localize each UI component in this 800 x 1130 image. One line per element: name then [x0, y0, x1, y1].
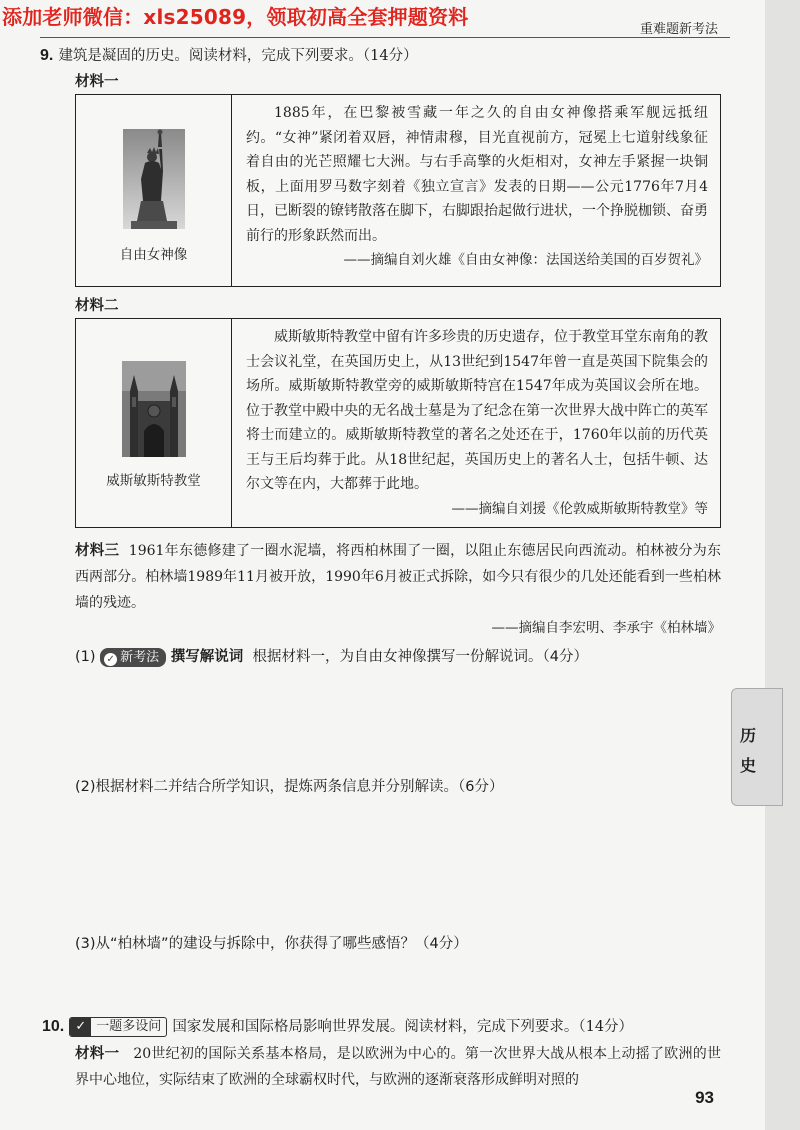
material-1-title: 材料一	[75, 74, 119, 90]
subquestion-1-keyword: 撰写解说词	[170, 649, 244, 665]
header-divider	[40, 37, 730, 38]
material-1-source: ——摘编自刘火雄《自由女神像：法国送给美国的百岁贺礼》	[343, 252, 708, 268]
q10-material-1	[75, 1041, 721, 1093]
subquestion-2: (2)根据材料二并结合所学知识，提炼两条信息并分别解读。（6分）	[75, 779, 504, 795]
material-1-caption: 自由女神像	[119, 247, 188, 263]
check-mark-icon: ✓	[70, 1018, 91, 1036]
material-1-figure	[76, 95, 232, 286]
material-2-figure	[76, 319, 232, 527]
material-1-text: 1885年，在巴黎被雪藏一年之久的自由女神像搭乘军舰远抵纽约。“女神”紧闭着双唇，神情肃穆，目光直视前方，冠冕上七道射线象征着自由的光芒照耀七大洲。与右手高擎的火炬相对，女神左手紧握一块铜板，上面用罗马数字刻着《独立宣言》发表的日期——公元1776年7月4日，已断裂的镣铐散落在脚下，右脚跟抬起做行进状，一个挣脱枷锁、奋勇前行的形象跃然而出。	[246, 105, 708, 244]
material-2-box	[75, 318, 721, 528]
material-2-text: 威斯敏斯特教堂中留有许多珍贵的历史遗存，位于教堂耳堂东南角的教士会议礼堂，在英国历史上，从13世纪到1547年曾一直是英国下院集会的场所。威斯敏斯特教堂旁的威斯敏斯特宫在1547年成为英国议会所在地。位于教堂中殿中央的无名战士墓是为了纪念在第一次世界大战中阵亡的英军将士而建立的。威斯敏斯特教堂的著名之处还在于，1760年以前的历代英王与王后均葬于此。从18世纪起，英国历史上的著名人士，包括牛顿、达尔文等在内，大都葬于此地。	[246, 329, 708, 492]
question-10-stem	[42, 1015, 633, 1037]
statue-of-liberty-image	[123, 129, 185, 229]
material-2-title: 材料二	[75, 298, 119, 314]
side-tab-char-2: 史	[740, 756, 757, 775]
material-3-title: 材料三	[75, 543, 120, 559]
side-tab-char-1: 历	[740, 726, 757, 745]
subquestion-1	[75, 645, 588, 667]
q10-material-1-title: 材料一	[75, 1046, 120, 1062]
promo-banner: 添加老师微信：xls25089，领取初高全套押题资料	[2, 5, 469, 29]
new-method-tag	[100, 648, 166, 667]
running-header: 重难题新考法	[639, 22, 718, 37]
question-text: 国家发展和国际格局影响世界发展。阅读材料，完成下列要求。（14分）	[172, 1019, 634, 1035]
material-3-source: ——摘编自李宏明、李承宇《柏林墙》	[491, 620, 721, 636]
multi-question-tag	[69, 1017, 167, 1037]
subquestion-1-number: (1)	[75, 649, 96, 665]
material-3-text: 1961年东德修建了一圈水泥墙，将西柏林围了一圈，以阻止东德居民向西流动。柏林被分为东西两部分。柏林墙1989年11月被开放，1990年6月被正式拆除，如今只有很少的几处还能看到一些柏林墙的残迹。	[75, 543, 722, 611]
question-text: 建筑是凝固的历史。阅读材料，完成下列要求。（14分）	[58, 48, 418, 64]
material-2-caption: 威斯敏斯特教堂	[106, 473, 201, 489]
subquestion-1-text: 根据材料一，为自由女神像撰写一份解说词。（4分）	[252, 649, 588, 665]
question-number: 10.	[42, 1018, 65, 1035]
material-3-block	[75, 538, 721, 616]
new-method-tag-label: 新考法	[120, 649, 160, 665]
q10-material-1-text: 20世纪初的国际关系基本格局，是以欧洲为中心的。第一次世界大战从根本上动摇了欧洲的世界中心地位，实际结束了欧洲的全球霸权时代，与欧洲的逐渐衰落形成鲜明对照的	[75, 1046, 722, 1088]
material-2-source: ——摘编自刘援《伦敦威斯敏斯特教堂》等	[451, 500, 708, 517]
check-badge-icon: ✓	[104, 653, 117, 666]
westminster-abbey-image	[122, 361, 186, 457]
subquestion-3: (3)从“柏林墙”的建设与拆除中，你获得了哪些感悟？（4分）	[75, 936, 468, 952]
page-number: 93	[695, 1088, 714, 1107]
question-number: 9.	[40, 47, 54, 64]
page-edge-strip	[765, 0, 800, 1130]
material-1-box	[75, 94, 721, 287]
subject-side-tab	[731, 688, 783, 806]
question-9-stem	[40, 44, 418, 65]
multi-question-tag-label: 一题多设问	[96, 1018, 162, 1034]
